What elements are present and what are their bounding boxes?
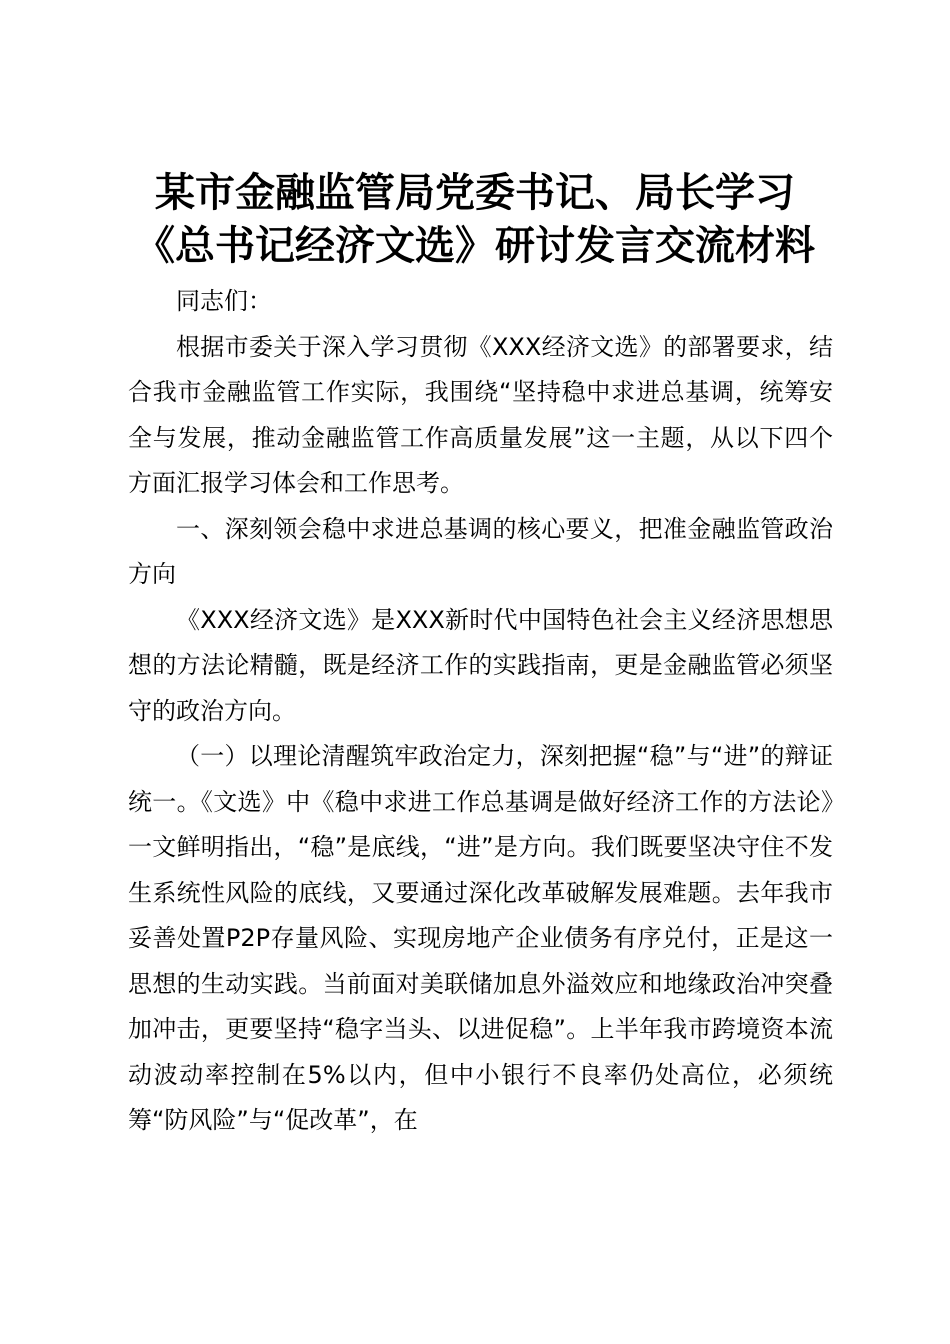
paragraph-section-1-intro: 《XXX经济文选》是XXX新时代中国特色社会主义经济思想思想的方法论精髓，既是经济工作的实践指南，更是金融监管必须坚守的政治方向。 bbox=[128, 605, 833, 725]
section-heading-1: 一、深刻领会稳中求进总基调的核心要义，把准金融监管政治方向 bbox=[128, 514, 833, 588]
document-body bbox=[128, 279, 833, 1144]
paragraph-subsection-1: （一）以理论清醒筑牢政治定力，深刻把握“稳”与“进”的辩证统一。《文选》中《稳中求进工作总基调是做好经济工作的方法论》一文鲜明指出，“稳”是底线，“进”是方向。我们既要坚决守住不发生系统性风险的底线，又要通过深化改革破解发展难题。去年我市妥善处置P2P存量风险、实现房地产企业债务有序兑付，正是这一思想的生动实践。当前面对美联储加息外溢效应和地缘政治冲突叠加冲击，更要坚持“稳字当头、以进促稳”。上半年我市跨境资本流动波动率控制在5%以内，但中小银行不良率仍处高位，必须统筹“防风险”与“促改革”，在 bbox=[128, 742, 833, 1134]
document-title-line-2: 《总书记经济文选》研讨发言交流材料 bbox=[135, 222, 815, 269]
salutation: 同志们： bbox=[176, 287, 272, 315]
paragraph-intro: 根据市委关于深入学习贯彻《XXX经济文选》的部署要求，结合我市金融监管工作实际，我围绕“坚持稳中求进总基调，统筹安全与发展，推动金融监管工作高质量发展”这一主题，从以下四个方面汇报学习体会和工作思考。 bbox=[128, 332, 833, 497]
document-title-line-1: 某市金融监管局党委书记、局长学习 bbox=[155, 169, 795, 216]
